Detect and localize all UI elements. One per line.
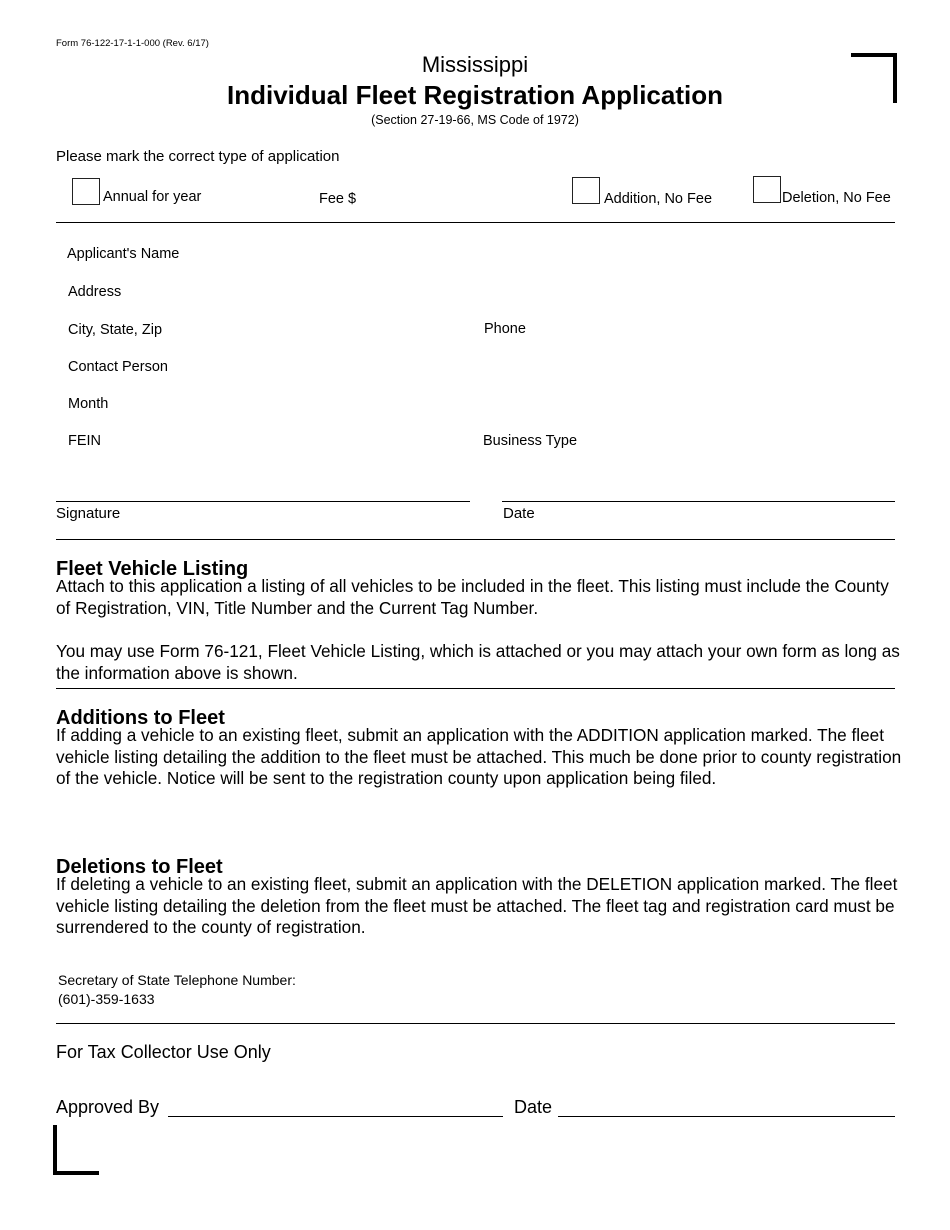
contact-person-label: Contact Person — [68, 359, 168, 375]
statute-reference: (Section 27-19-66, MS Code of 1972) — [371, 113, 579, 127]
corner-mark-bottom-left-vertical — [53, 1125, 57, 1175]
approved-by-label: Approved By — [56, 1097, 160, 1117]
divider — [56, 222, 895, 223]
divider — [56, 1023, 895, 1024]
approved-by-line[interactable] — [168, 1116, 503, 1117]
application-type-instruction: Please mark the correct type of application — [56, 148, 340, 165]
page-title: Individual Fleet Registration Application — [227, 80, 723, 110]
month-label: Month — [68, 396, 109, 412]
business-type-label: Business Type — [483, 433, 578, 449]
phone-label: Phone — [484, 321, 526, 337]
secretary-of-state-phone-label: Secretary of State Telephone Number: — [58, 972, 296, 988]
deletions-heading: Deletions to Fleet — [56, 856, 223, 878]
form-number: Form 76-122-17-1-1-000 (Rev. 6/17) — [56, 38, 209, 49]
signature-label: Signature — [56, 505, 121, 522]
approval-date-label: Date — [514, 1097, 553, 1117]
corner-mark-top-right — [851, 53, 897, 57]
applicant-name-label: Applicant's Name — [67, 246, 180, 262]
deletions-paragraph: If deleting a vehicle to an existing fleet, submit an application with the DELETION application marked. The fleet vehicle listing detailing the deletion from the fleet must be attached. The fleet tag and registration card must be surrendered to the county of registration. — [56, 874, 898, 937]
fein-label: FEIN — [68, 433, 102, 449]
fee-label: Fee $ — [319, 191, 357, 207]
signature-date-label: Date — [503, 505, 535, 522]
signature-date-line[interactable] — [502, 501, 895, 502]
additions-paragraph: If adding a vehicle to an existing fleet, submit an application with the ADDITION application marked. The fleet vehicle listing detailing the addition to the fleet must be attached. This much be done prior to county registration of the vehicle. Notice will be sent to the registration county upon application being filed. — [56, 725, 902, 788]
annual-checkbox[interactable] — [72, 178, 100, 205]
city-state-zip-label: City, State, Zip — [68, 322, 163, 338]
address-label: Address — [68, 284, 122, 300]
state-name: Mississippi — [421, 52, 529, 77]
annual-label: Annual for year — [103, 189, 202, 205]
corner-mark-top-right-vertical — [893, 53, 897, 103]
divider — [56, 688, 895, 689]
addition-checkbox[interactable] — [572, 177, 600, 204]
tax-collector-heading: For Tax Collector Use Only — [56, 1042, 271, 1062]
deletion-checkbox[interactable] — [753, 176, 781, 203]
additions-heading: Additions to Fleet — [56, 707, 225, 729]
divider — [56, 539, 895, 540]
approval-date-line[interactable] — [558, 1116, 895, 1117]
secretary-of-state-phone-number: (601)-359-1633 — [58, 991, 155, 1007]
fleet-listing-paragraph-1: Attach to this application a listing of all vehicles to be included in the fleet. This listing must include the County of Registration, VIN, Title Number and the Current Tag Number. — [56, 576, 889, 618]
addition-label: Addition, No Fee — [604, 191, 713, 207]
corner-mark-bottom-left — [53, 1171, 99, 1175]
signature-line[interactable] — [56, 501, 470, 502]
deletion-label: Deletion, No Fee — [782, 190, 891, 206]
fleet-listing-heading: Fleet Vehicle Listing — [56, 558, 249, 580]
fleet-listing-paragraph-2: You may use Form 76-121, Fleet Vehicle Listing, which is attached or you may attach your own form as long as the information above is shown. — [56, 641, 900, 683]
